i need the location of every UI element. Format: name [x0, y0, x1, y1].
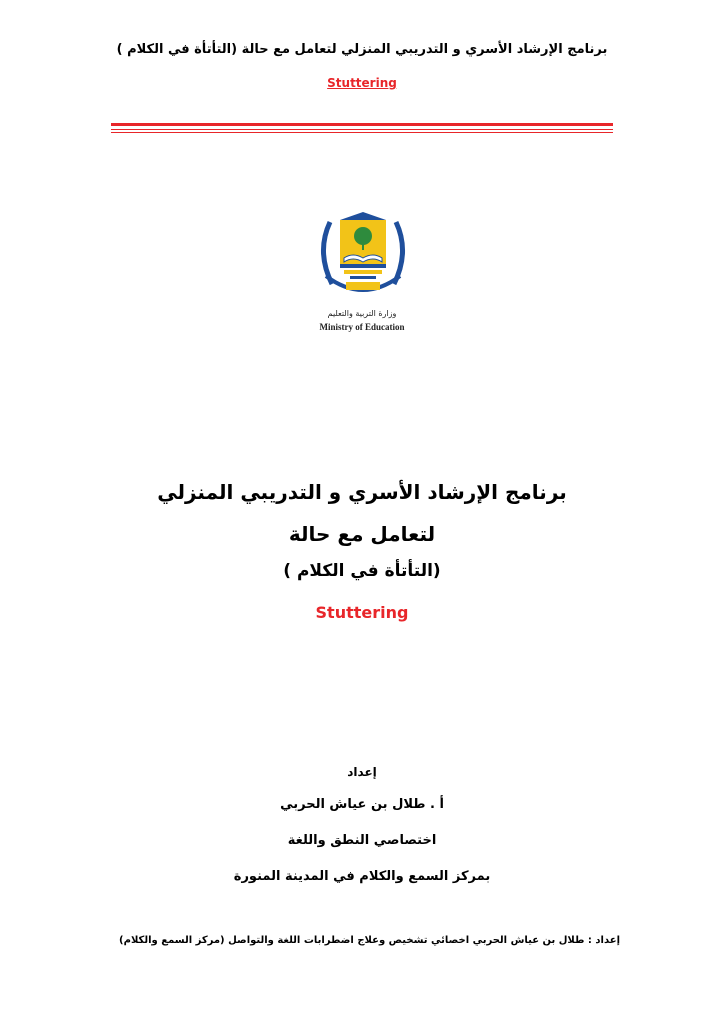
logo-banner [346, 282, 380, 290]
logo-right-arc [394, 222, 403, 284]
header-divider-thick [111, 123, 613, 126]
logo-shield-top [340, 212, 386, 220]
author-role: اختصاصي النطق واللغة [287, 833, 437, 848]
main-title-english: Stuttering [315, 603, 409, 622]
main-title-line-3: (التأتأة في الكلام ) [283, 561, 441, 581]
main-title-line-2: لتعامل مع حالة [288, 522, 436, 546]
logo-arabic-text: وزارة التربية والتعليم [327, 309, 397, 318]
header-title: برنامج الإرشاد الأسري و التدريبي المنزلي لتعامل مع حالة (التأتأة في الكلام ) [116, 42, 608, 57]
header-divider-thin [111, 129, 613, 130]
main-title-line-1: برنامج الإرشاد الأسري و التدريبي المنزلي [157, 480, 567, 504]
prepared-by-label: إعداد [347, 765, 377, 779]
header-divider-thin-2 [111, 132, 613, 133]
logo-base-stripe [340, 264, 386, 268]
header-subtitle: Stuttering [327, 76, 397, 90]
logo-english-text: Ministry of Education [319, 322, 405, 332]
ministry-of-education-logo [310, 212, 416, 306]
logo-left-arc [323, 222, 332, 284]
page-footer: إعداد : طلال بن عياش الحربي اخصائي تشخيص وعلاج اضطرابات اللغة والتواصل (مركز السمع والكلام) [119, 935, 620, 946]
author-center: بمركز السمع والكلام في المدينة المنورة [233, 869, 491, 884]
author-name: أ . طلال بن عياش الحربي [280, 797, 444, 812]
